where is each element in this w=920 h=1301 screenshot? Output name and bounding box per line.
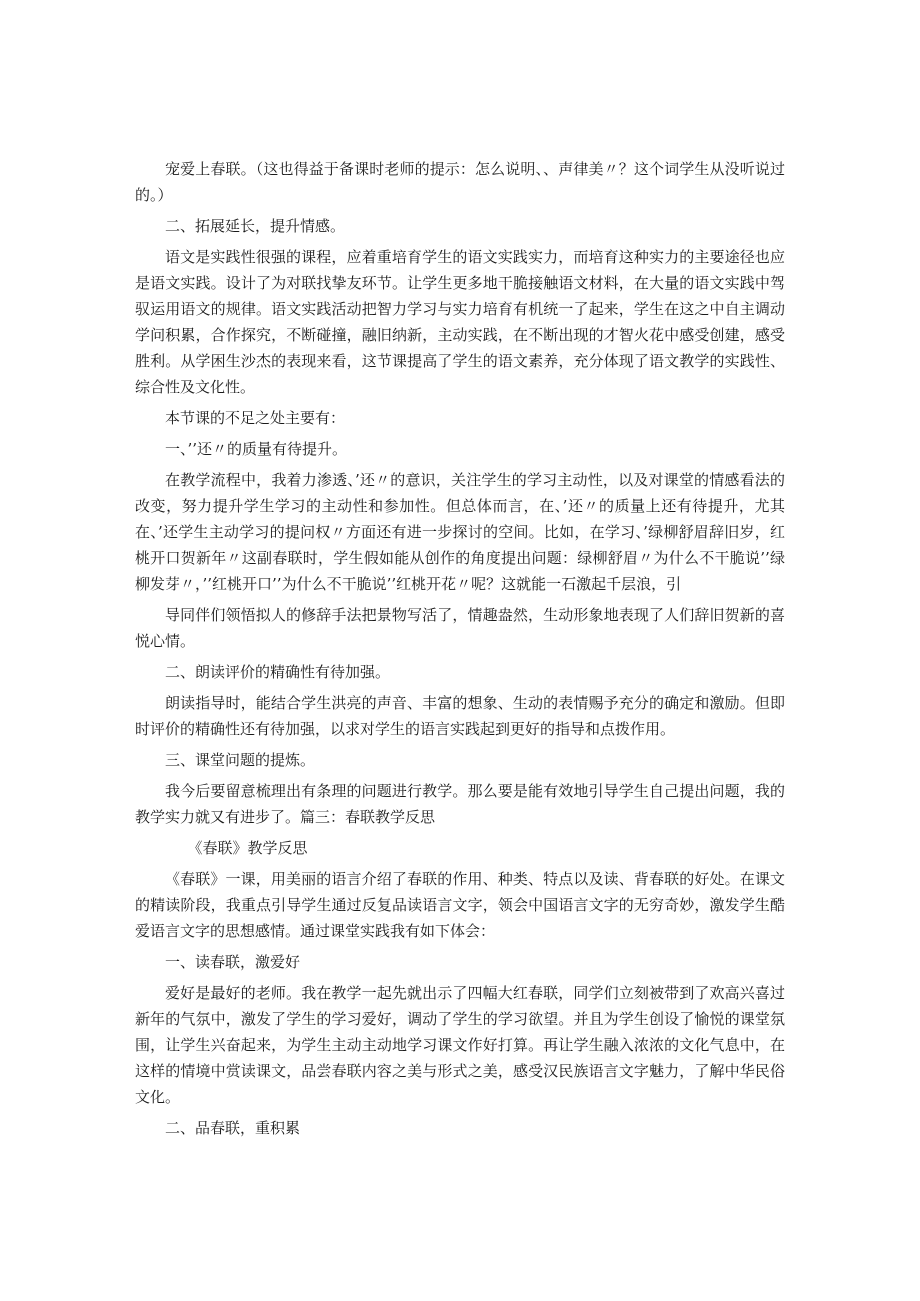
article-title: 《春联》教学反思	[187, 839, 308, 857]
paragraph-13: 《春联》一课，用美丽的语言介绍了春联的作用、种类、特点以及读、背春联的好处。在课文的精读阶段，我重点引导学生通过反复品读语言文字，领会中国语言文字的无穷奇妙，激发学生酷爱语言文字的思想感情。通过课堂实践我有如下体会：	[135, 870, 785, 940]
section-heading-quality: 一、’’还〃的质量有待提升。	[165, 440, 348, 458]
paragraph-7: 导同伴们领悟拟人的修辞手法把景物写活了，情趣盎然，生动形象地表现了人们辞旧贺新的喜悦心情。	[135, 606, 785, 650]
paragraph-11: 我今后要留意梳理出有条理的问题进行教学。那么要是能有效地引导学生自己提出问题，我的教学实力就又有进步了。篇三：春联教学反思	[135, 782, 785, 826]
paragraph-6: 在教学流程中，我着力渗透、’还〃的意识，关注学生的学习主动性，以及对课堂的情感看法的改变，努力提升学生学习的主动性和参加性。但总体而言，在、’还〃的质量上还有待提升，尤其在、’还学生主动学习的提问权〃方面还有进一步探讨的空间。比如，在学习、’绿柳舒眉辞旧岁，红桃开口贺新年〃这副春联时，学生假如能从创作的角度提出问题：绿柳舒眉〃为什么不干脆说’’绿柳发芽〃，’’红桃开口’’为什么不干脆说’’红桃开花〃呢？这就能一石激起千层浪，引	[135, 471, 785, 593]
section-heading-extend: 二、拓展延长，提升情感。	[165, 217, 346, 235]
paragraph-15: 爱好是最好的老师。我在教学一起先就出示了四幅大红春联，同学们立刻被带到了欢高兴喜过新年的气氛中，激发了学生的学习爱好，调动了学生的学习欲望。并且为学生创设了愉悦的课堂氛围，让学生兴奋起来，为学生主动主动地学习课文作好打算。再让学生融入浓浓的文化气息中，在这样的情境中赏读课文，品尝春联内容之美与形式之美，感受汉民族语言文字魅力，了解中华民俗文化。	[135, 984, 785, 1106]
section-heading-read: 一、读春联，激爱好	[165, 953, 301, 971]
section-heading-reading: 二、朗读评价的精确性有待加强。	[165, 663, 391, 681]
paragraph-9: 朗读指导时，能结合学生洪亮的声音、丰富的想象、生动的表情赐予充分的确定和激励。但即时评价的精确性还有待加强，以求对学生的语言实践起到更好的指导和点拨作用。	[135, 694, 785, 738]
document-page	[135, 156, 785, 1146]
section-heading-questions: 三、课堂问题的提炼。	[165, 751, 316, 769]
section-heading-accumulate: 二、品春联，重积累	[165, 1119, 301, 1137]
paragraph-1: 宠爱上春联。（这也得益于备课时老师的提示：怎么说明、、声律美〃？这个词学生从没听说过的。）	[135, 160, 785, 204]
paragraph-4: 本节课的不足之处主要有：	[165, 409, 346, 427]
paragraph-3: 语文是实践性很强的课程，应着重培育学生的语文实践实力，而培育这种实力的主要途径也应是语文实践。设计了为对联找挚友环节。让学生更多地干脆接触语文材料，在大量的语文实践中驾驭运用语文的规律。语文实践活动把智力学习与实力培育有机统一了起来，学生在这之中自主调动学问积累，合作探究，不断碰撞，融旧纳新，主动实践，在不断出现的才智火花中感受创建，感受胜利。从学困生沙杰的表现来看，这节课提高了学生的语文素养，充分体现了语文教学的实践性、综合性及文化性。	[135, 248, 785, 396]
